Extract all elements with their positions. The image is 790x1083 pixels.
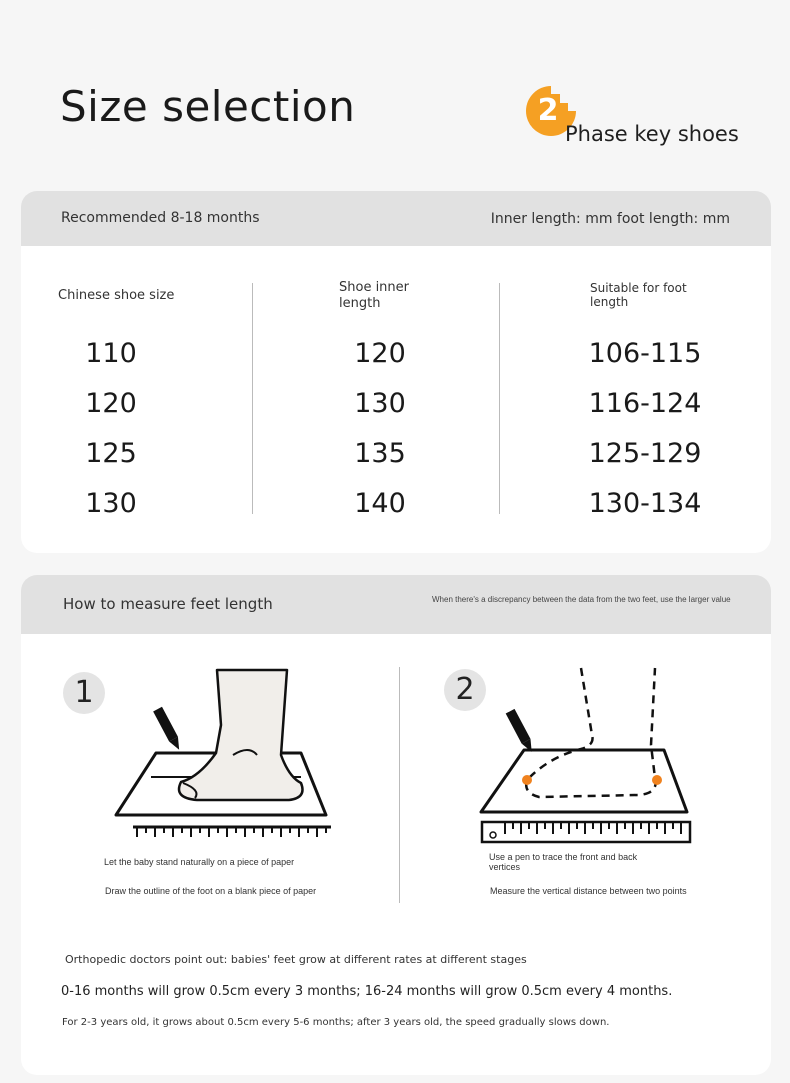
unit-note: Inner length: mm foot length: mm: [490, 211, 730, 227]
column-divider: [252, 283, 253, 514]
step-divider: [399, 667, 400, 903]
size-table-card: [21, 191, 771, 553]
recommended-age: Recommended 8-18 months: [61, 210, 260, 226]
step-1-number: 1: [63, 672, 105, 714]
measure-title: How to measure feet length: [63, 595, 273, 613]
inner-length-cell: 130: [354, 388, 406, 419]
foot-on-paper-icon: [111, 665, 331, 840]
shoe-size-cell: 110: [85, 338, 137, 369]
shoe-size-cell: 120: [85, 388, 137, 419]
size-table-header: [21, 191, 771, 246]
foot-length-cell: 130-134: [588, 488, 702, 519]
column-divider: [499, 283, 500, 514]
growth-fact-infant: 0-16 months will grow 0.5cm every 3 months; 16-24 months will grow 0.5cm every 4 months.: [61, 984, 673, 999]
page-title: Size selection: [60, 82, 356, 131]
inner-length-cell: 120: [354, 338, 406, 369]
foot-outline-measure-icon: [479, 665, 694, 845]
step-2-caption-a: Use a pen to trace the front and back vertices: [489, 852, 638, 872]
measure-card-header: [21, 575, 771, 634]
measure-card: [21, 575, 771, 1075]
growth-fact-toddler: For 2-3 years old, it grows about 0.5cm every 5-6 months; after 3 years old, the speed gradually slows down.: [62, 1017, 610, 1028]
growth-fact-intro: Orthopedic doctors point out: babies' feet grow at different rates at different stages: [65, 953, 527, 966]
inner-length-cell: 140: [354, 488, 406, 519]
discrepancy-note: When there's a discrepancy between the data from the two feet, use the larger value: [432, 595, 731, 604]
column-header-inner-length: Shoe inner length: [339, 280, 410, 311]
foot-length-cell: 125-129: [588, 438, 702, 469]
step-2-caption-b: Measure the vertical distance between two points: [490, 886, 687, 896]
foot-length-cell: 106-115: [588, 338, 702, 369]
shoe-size-cell: 125: [85, 438, 137, 469]
phase-label: Phase key shoes: [565, 122, 739, 146]
inner-length-cell: 135: [354, 438, 406, 469]
phase-number: 2: [537, 93, 559, 128]
step-1-caption-a: Let the baby stand naturally on a piece of paper: [104, 857, 295, 867]
foot-length-cell: 116-124: [588, 388, 702, 419]
shoe-size-cell: 130: [85, 488, 137, 519]
column-header-foot-length: Suitable for foot length: [590, 281, 687, 309]
column-header-shoe-size: Chinese shoe size: [58, 288, 175, 303]
step-2-number: 2: [444, 669, 486, 711]
step-1-caption-b: Draw the outline of the foot on a blank piece of paper: [105, 886, 317, 896]
